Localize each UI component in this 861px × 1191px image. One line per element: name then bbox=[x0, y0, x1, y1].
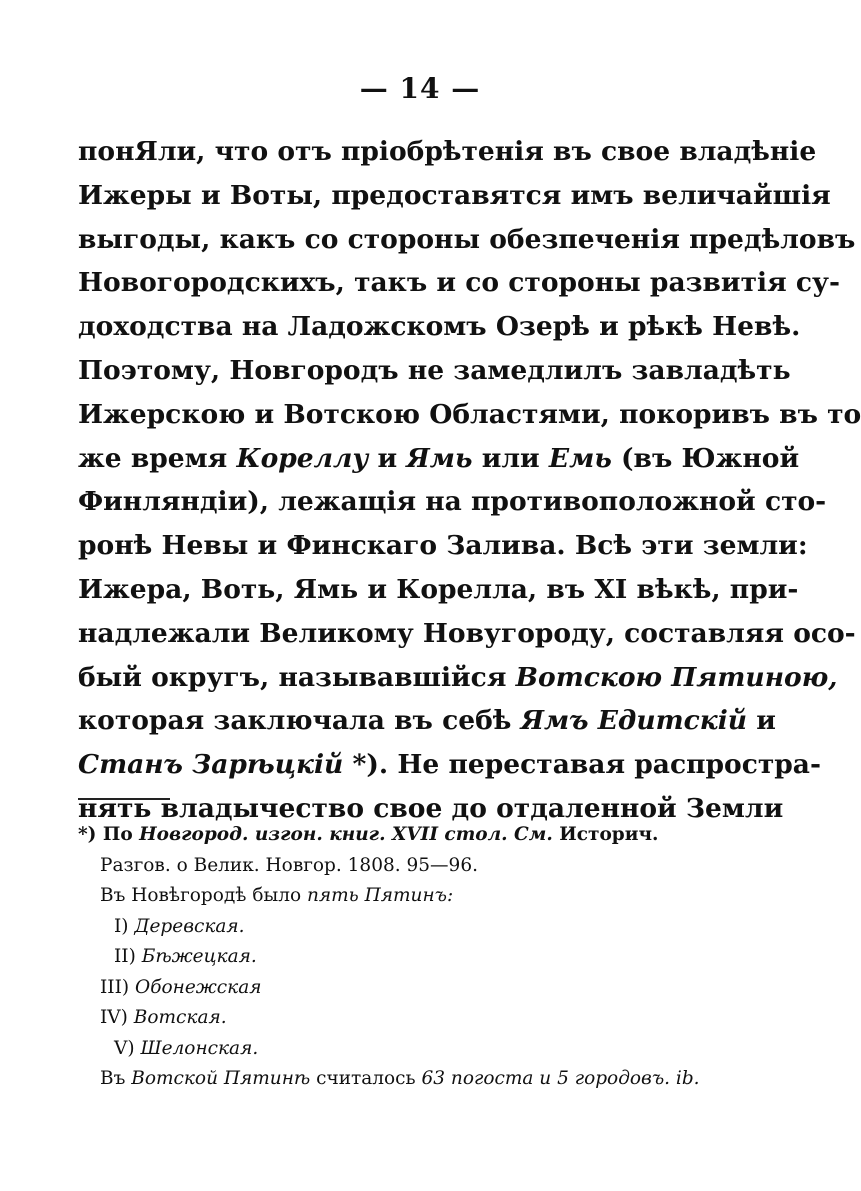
text-span: и bbox=[747, 705, 776, 737]
italic-name: Ямъ Едитскій bbox=[520, 705, 748, 737]
text-span: считалось bbox=[310, 1068, 422, 1089]
footnote bbox=[78, 820, 714, 1095]
text-span: бый округъ, называвшійся bbox=[78, 661, 516, 693]
text-span: же время bbox=[78, 442, 237, 474]
italic-name: Ямь bbox=[406, 442, 473, 474]
footnote-divider bbox=[78, 798, 170, 800]
pyatina-item bbox=[78, 942, 714, 973]
text-span: Въ Новѣгородѣ было bbox=[100, 885, 307, 906]
footnote-line: Разгов. о Велик. Новгор. 1808. 95—96. bbox=[100, 854, 478, 876]
italic-name: Станъ Зарѣцкій bbox=[78, 749, 344, 781]
text-line: Ижерскою и Вотскою Областями, покоривъ въ то bbox=[78, 398, 861, 430]
item-name: Вотская. bbox=[133, 1007, 227, 1028]
text-span: *). Не переставая распростра- bbox=[343, 749, 821, 781]
item-number: V) bbox=[114, 1037, 135, 1059]
pyatina-item bbox=[78, 912, 714, 943]
text-span: (въ Южной bbox=[611, 442, 800, 474]
text-line: надлежали Великому Новугороду, составляя осо- bbox=[78, 617, 856, 649]
footnote-line bbox=[78, 1064, 714, 1095]
text-span: или bbox=[472, 442, 549, 474]
text-line: ронѣ Невы и Финскаго Залива. Всѣ эти земли: bbox=[78, 530, 808, 562]
text-line: Ижеры и Воты, предоставятся имъ величайшія bbox=[78, 179, 831, 211]
text-span: Историч. bbox=[552, 824, 659, 845]
text-line: Новогородскихъ, такъ и со стороны развитія су- bbox=[78, 267, 840, 299]
italic-ref: пять Пятинъ: bbox=[306, 885, 454, 906]
text-span: которая заключала въ себѣ bbox=[78, 705, 521, 737]
text-line bbox=[78, 656, 838, 700]
item-number: IV) bbox=[100, 1007, 128, 1028]
text-line: понЯли, что отъ пріобрѣтенія въ свое владѣніе bbox=[78, 136, 817, 167]
text-line: Ижера, Воть, Ямь и Корелла, въ XI вѣкѣ, при- bbox=[78, 573, 799, 605]
italic-name: Емь bbox=[548, 442, 612, 474]
text-span: Въ bbox=[100, 1068, 132, 1089]
italic-ref: 63 погоста и 5 городовъ. ib. bbox=[421, 1068, 700, 1089]
pyatina-item bbox=[78, 1034, 714, 1065]
item-name: Деревская. bbox=[134, 915, 245, 937]
italic-name: Вотскою Пятиною, bbox=[515, 661, 838, 693]
italic-ref: Вотской Пятинѣ bbox=[131, 1068, 311, 1089]
pyatina-item bbox=[78, 1003, 714, 1034]
item-number: I) bbox=[114, 915, 129, 937]
item-number: II) bbox=[114, 946, 136, 967]
text-span: *) По bbox=[78, 824, 140, 845]
item-name: Обонежская bbox=[135, 976, 262, 998]
item-name: Шелонская. bbox=[140, 1037, 259, 1059]
text-line: Поэтому, Новгородъ не замедлилъ завладѣть bbox=[78, 354, 791, 386]
text-line bbox=[78, 743, 821, 787]
text-line bbox=[78, 699, 776, 743]
main-text bbox=[78, 130, 861, 831]
text-line: выгоды, какъ со стороны обезпеченія предѣловъ bbox=[78, 223, 856, 255]
text-span: и bbox=[368, 442, 407, 474]
text-line bbox=[78, 437, 800, 481]
footnote-line bbox=[78, 820, 714, 851]
footnote-line bbox=[78, 881, 714, 912]
italic-ref: Новгород. изгон. книг. XVII стол. См. bbox=[139, 824, 553, 845]
pyatina-item bbox=[78, 973, 714, 1004]
page-number: — 14 — bbox=[359, 72, 481, 105]
text-line: доходства на Ладожскомъ Озерѣ и рѣкѣ Невѣ. bbox=[78, 311, 801, 343]
italic-name: Кореллу bbox=[236, 442, 369, 474]
text-line: нять владычество свое до отдаленной Земли bbox=[78, 792, 784, 824]
item-name: Бѣжецкая. bbox=[141, 946, 257, 967]
item-number: III) bbox=[100, 976, 130, 998]
text-line: Финляндіи), лежащія на противоположной сто- bbox=[78, 486, 827, 518]
